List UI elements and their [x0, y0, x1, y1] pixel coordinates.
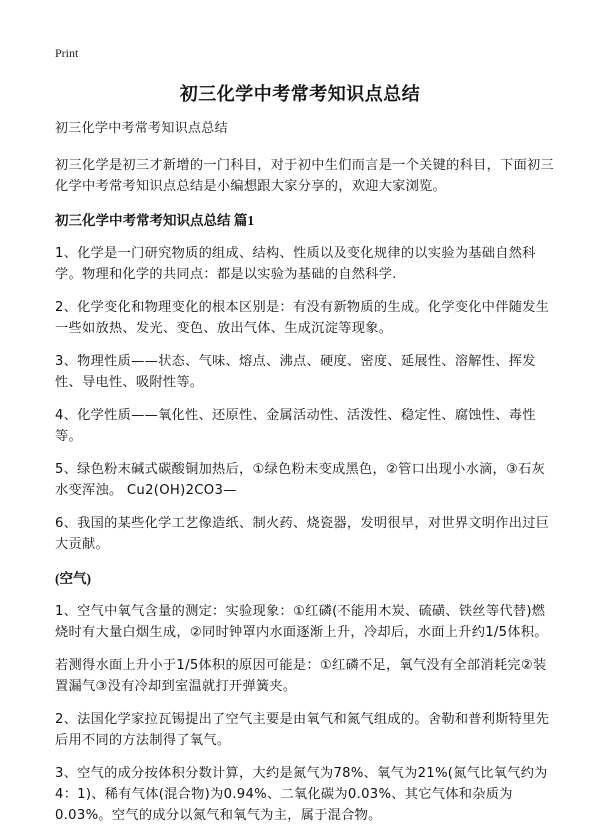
list-item: 2、化学变化和物理变化的根本区别是：有没有新物质的生成。化学变化中伴随发生一些如放热、发光、变色、放出气体、生成沉淀等现象。	[55, 300, 550, 336]
page-title: 初三化学中考常考知识点总结	[179, 84, 421, 105]
list-item: 6、我国的某些化学工艺像造纸、制火药、烧瓷器，发明很早，对世界文明作出过巨大贡献。	[55, 516, 550, 552]
list-item: 5、绿色粉末碱式碳酸铜加热后，①绿色粉末变成黑色，②管口出现小水滴，③石灰水变浑浊。 Cu2(OH)2CO3—	[55, 462, 546, 498]
section-heading-1: 初三化学中考常考知识点总结 篇1	[55, 213, 255, 228]
list-item: 若测得水面上升小于1/5体积的原因可能是：①红磷不足，氧气没有全部消耗完②装置漏气③没有冷却到室温就打开弹簧夹。	[55, 658, 547, 694]
print-link[interactable]: Print	[55, 46, 79, 60]
list-item: 1、空气中氧气含量的测定：实验现象：①红磷(不能用木炭、硫磺、铁丝等代替)燃烧时有大量白烟生成，②同时钟罩内水面逐渐上升，冷却后，水面上升约1/5体积。	[55, 604, 548, 640]
list-item: 3、空气的成分按体积分数计算，大约是氮气为78%、氧气为21%(氮气比氧气约为4：1)、稀有气体(混合物)为0.94%、二氧化碳为0.03%、其它气体和杂质为0.03%。空气的成分以氮气和氧气为主，属于混合物。	[55, 766, 548, 823]
list-item: 1、化学是一门研究物质的组成、结构、性质以及变化规律的以实验为基础自然科学。物理和化学的共同点：都是以实验为基础的自然科学.	[55, 246, 536, 282]
intro-paragraph: 初三化学是初三才新增的一门科目，对于初中生们而言是一个关键的科目，下面初三化学中考常考知识点总结是小编想跟大家分享的，欢迎大家浏览。	[55, 158, 555, 194]
list-item: 3、物理性质——状态、气味、熔点、沸点、硬度、密度、延展性、溶解性、挥发性、导电性、吸附性等。	[55, 354, 536, 390]
list-item: 4、化学性质——氧化性、还原性、金属活动性、活泼性、稳定性、腐蚀性、毒性等。	[55, 408, 536, 444]
document-body	[55, 118, 555, 838]
section-heading-2: (空气)	[55, 571, 91, 586]
list-item: 2、法国化学家拉瓦锡提出了空气主要是由氧气和氮气组成的。舍勒和普利斯特里先后用不同的方法制得了氧气。	[55, 712, 550, 748]
subtitle: 初三化学中考常考知识点总结	[55, 121, 228, 136]
